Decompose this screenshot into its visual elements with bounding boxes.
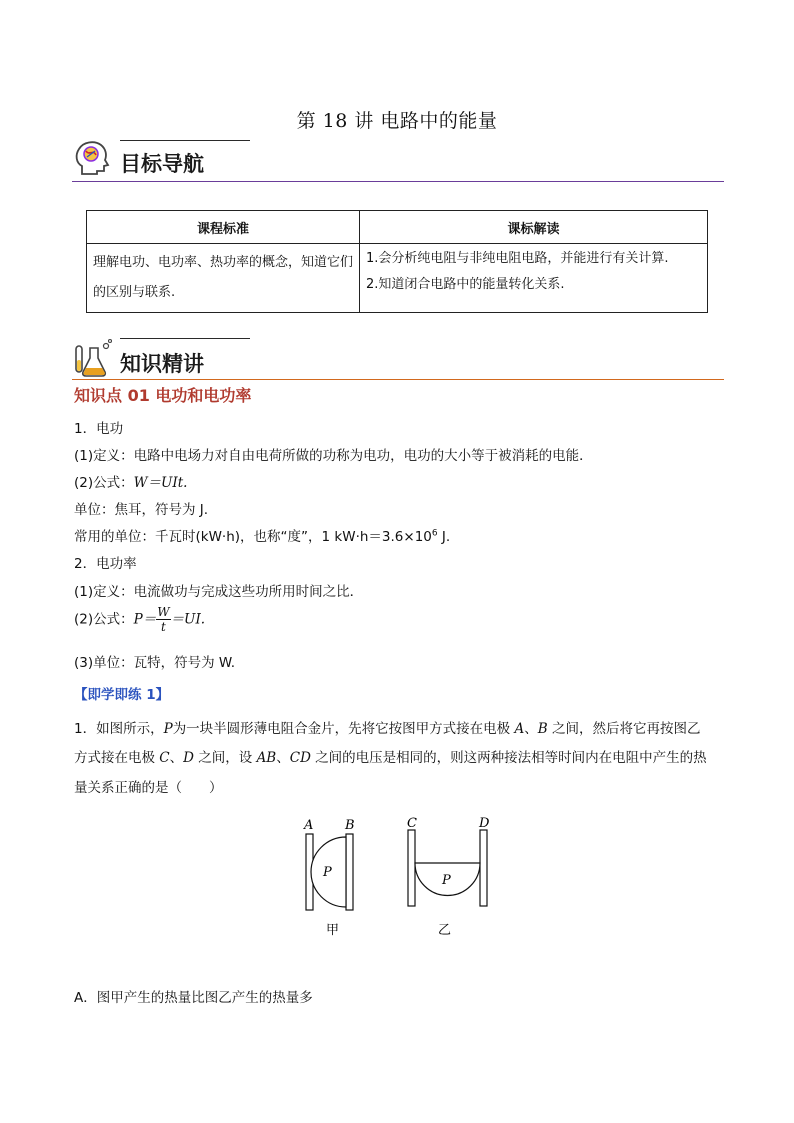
table-row [87,244,708,313]
q-var-b: B [537,721,548,737]
q-var-p: P [163,721,173,737]
section-header-knowledge [72,338,724,378]
q-var-a: A [514,721,525,737]
item1-title: 1．电功 [74,421,124,437]
practice-label: 【即学即练 1】 [74,687,170,703]
cell-interpretation [360,244,708,313]
caption-yi: 乙 [438,923,452,938]
label-p-jia: P [323,865,332,880]
q-text: 之间，设 [193,750,257,766]
item2-formula-prefix: (2)公式： [74,611,134,628]
electrode-c [408,830,415,906]
q-text: 1．如图所示， [74,721,164,737]
header-bottom-rule [72,379,724,380]
label-c: C [407,816,417,831]
flask-icon [72,338,114,382]
section-title-goals: 目标导航 [120,152,204,176]
item1-formula-line [74,471,187,491]
circuit-figure [290,812,510,942]
question-line-2 [74,746,707,766]
item1-common-end: J. [437,529,451,545]
item1-common-text: 常用的单位：千瓦时(kW·h)，也称“度”，1 kW·h＝3.6×10 [74,529,432,545]
figure-jia [303,818,355,938]
q-text: 之间，然后将它再按图乙 [547,721,701,737]
q-text: 方式接在电极 [74,750,160,766]
brain-head-icon [72,138,112,182]
item2-unit: (3)单位：瓦特，符号为 W. [74,655,236,671]
item2-formula-lhs: P＝ [133,611,157,628]
question-line-3: 量关系正确的是（ ） [74,780,223,796]
figure-yi [407,816,490,938]
power-fraction [156,606,170,633]
item1-definition: (1)定义：电路中电场力对自由电荷所做的功称为电功，电功的大小等于被消耗的电能． [74,448,593,464]
question-line-1 [74,717,700,737]
item1-formula-prefix: (2)公式： [74,475,134,491]
item1-unit: 单位：焦耳，符号为 J. [74,502,209,518]
header-bottom-rule [72,181,724,182]
header-standard-interpretation: 课标解读 [360,211,708,244]
label-p-yi: P [442,873,451,888]
item1-common-unit [74,525,450,545]
q-text: 之间的电压是相同的，则这两种接法相等时间内在电阻中产生的热 [310,750,707,766]
item1-common-exponent: 6 [431,528,438,539]
item2-formula-line [74,606,205,633]
q-text: 、 [169,750,184,766]
header-course-standard: 课程标准 [87,211,360,244]
knowledge-point-title: 知识点 01 电功和电功率 [74,386,252,405]
page-title: 第 18 讲 电路中的能量 [296,110,498,132]
q-var-ab: AB [256,750,277,766]
fraction-denominator: t [160,620,166,634]
table-header-row [87,211,708,244]
caption-jia: 甲 [326,923,340,938]
q-text: 、 [524,721,538,737]
header-top-rule [120,338,250,339]
label-d: D [479,816,490,831]
section-header-goals [72,140,724,180]
fraction-numerator: W [157,605,170,619]
label-b: B [345,818,355,833]
section-title-knowledge: 知识精讲 [120,352,204,376]
item1-formula: W＝UIt. [133,475,188,491]
interpret-item-2: 2.知道闭合电路中的能量转化关系. [366,277,565,292]
q-var-c: C [159,750,170,766]
electrode-b [346,834,353,910]
q-text: 、 [276,750,290,766]
label-a: A [304,818,314,833]
header-top-rule [120,140,250,141]
item2-title: 2．电功率 [74,556,137,572]
q-text: 为一块半圆形薄电阻合金片，先将它按图甲方式接在电极 [172,721,515,737]
interpret-item-1: 1.会分析纯电阻与非纯电阻电路，并能进行有关计算. [366,251,669,266]
q-var-cd: CD [289,750,311,766]
standards-table [86,210,708,313]
q-var-d: D [183,750,194,766]
option-a[interactable]: A．图甲产生的热量比图乙产生的热量多 [74,990,313,1006]
cell-standard: 理解电功、电功率、热功率的概念，知道它们的区别与联系. [87,244,360,313]
electrode-d [480,830,487,906]
item2-definition: (1)定义：电流做功与完成这些功所用时间之比． [74,584,364,600]
item2-formula-rhs: ＝UI. [170,611,206,628]
